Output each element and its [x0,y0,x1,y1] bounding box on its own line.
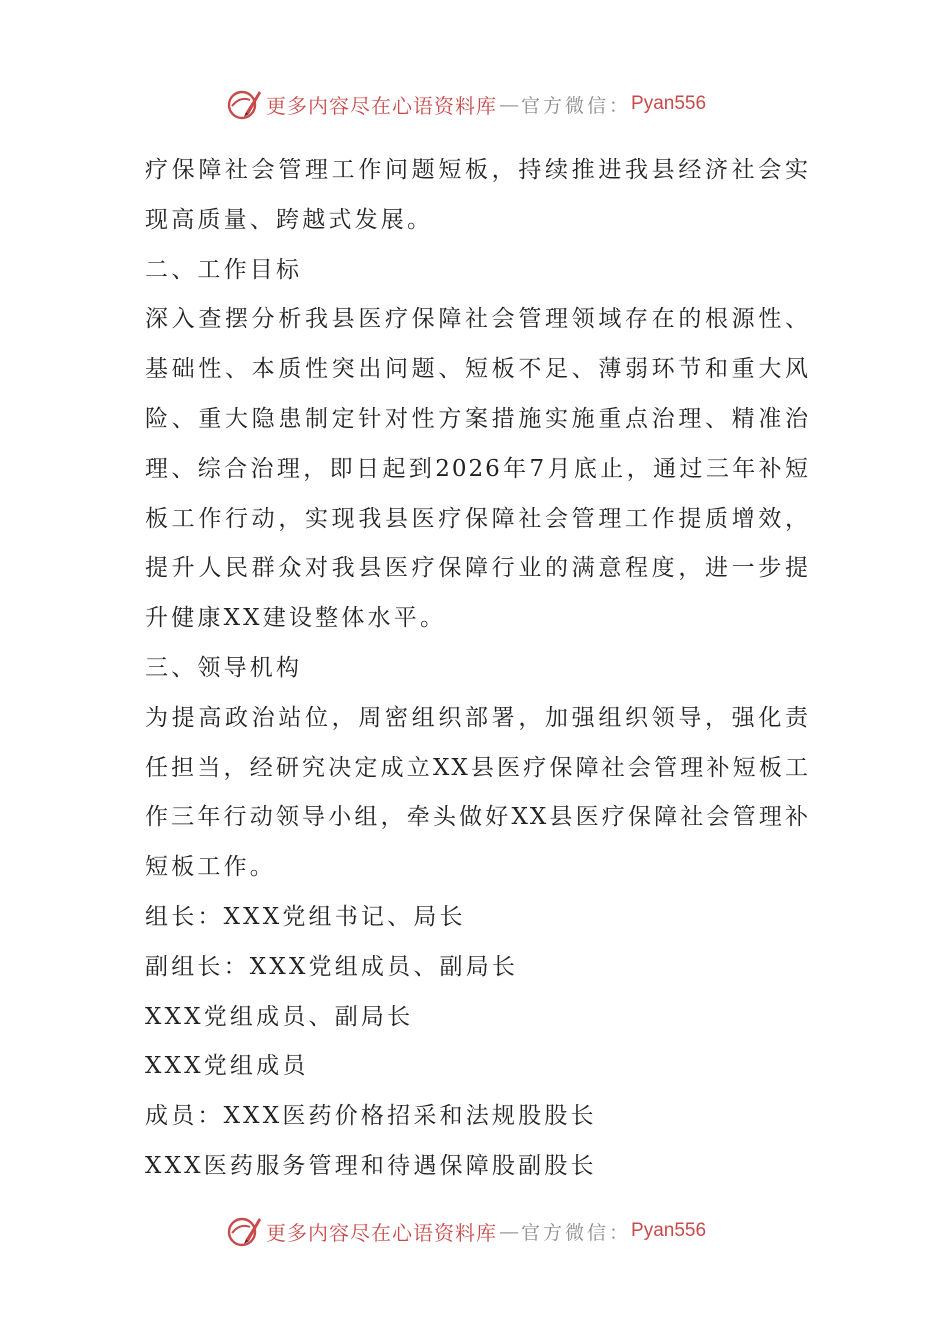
watermark-main-text: 更多内容尽在心语资料库 [266,93,497,118]
text-line: 险、重大隐患制定针对性方案措施实施重点治理、精准治 [145,405,810,432]
pen-logo-icon [226,86,262,122]
text-line: 理、综合治理，即日起到2026年7月底止，通过三年补短 [145,455,810,482]
pen-logo-icon [226,1213,262,1249]
member-line: 副组长：XXX党组成员、副局长 [145,953,519,980]
watermark-label: 官方微信： [521,1221,632,1244]
watermark-wechat-id: Pyan556 [631,1220,707,1241]
text-line: 提升人民群众对我县医疗保障行业的满意程度，进一步提 [145,555,810,582]
text-line: 作三年行动领导小组，牵头做好XX县医疗保障社会管理补 [145,804,810,831]
text-line: 短板工作。 [145,854,276,881]
section-heading: 二、工作目标 [145,256,303,283]
footer-watermark [226,1211,706,1251]
text-line: 深入查摆分析我县医疗保障社会管理领域存在的根源性、 [145,306,810,333]
text-line: 板工作行动，实现我县医疗保障社会管理工作提质增效， [145,505,810,532]
text-line: 为提高政治站位，周密组织部署，加强组织领导，强化责 [145,704,810,731]
watermark-dash: — [499,1219,519,1243]
member-line: XXX党组成员、副局长 [145,1003,414,1030]
member-line: XXX医药服务管理和待遇保障股副股长 [145,1152,597,1179]
section-heading: 三、领导机构 [145,654,303,681]
watermark-wechat-id: Pyan556 [631,93,707,114]
member-line: 成员：XXX医药价格招采和法规股股长 [145,1103,597,1130]
watermark-label: 官方微信： [521,94,632,117]
header-watermark [226,84,706,124]
text-line: 疗保障社会管理工作问题短板，持续推进我县经济社会实 [145,157,810,183]
watermark-dash: — [499,92,519,116]
member-line: XXX党组成员 [145,1053,309,1080]
text-line: 基础性、本质性突出问题、短板不足、薄弱环节和重大风 [145,356,810,383]
text-line: 任担当，经研究决定成立XX县医疗保障社会管理补短板工 [145,754,810,781]
text-line: 升健康XX建设整体水平。 [145,605,447,632]
member-line: 组长：XXX党组书记、局长 [145,903,466,930]
watermark-main-text: 更多内容尽在心语资料库 [266,1220,497,1245]
document-body [145,146,810,1192]
text-line: 现高质量、跨越式发展。 [145,206,434,233]
